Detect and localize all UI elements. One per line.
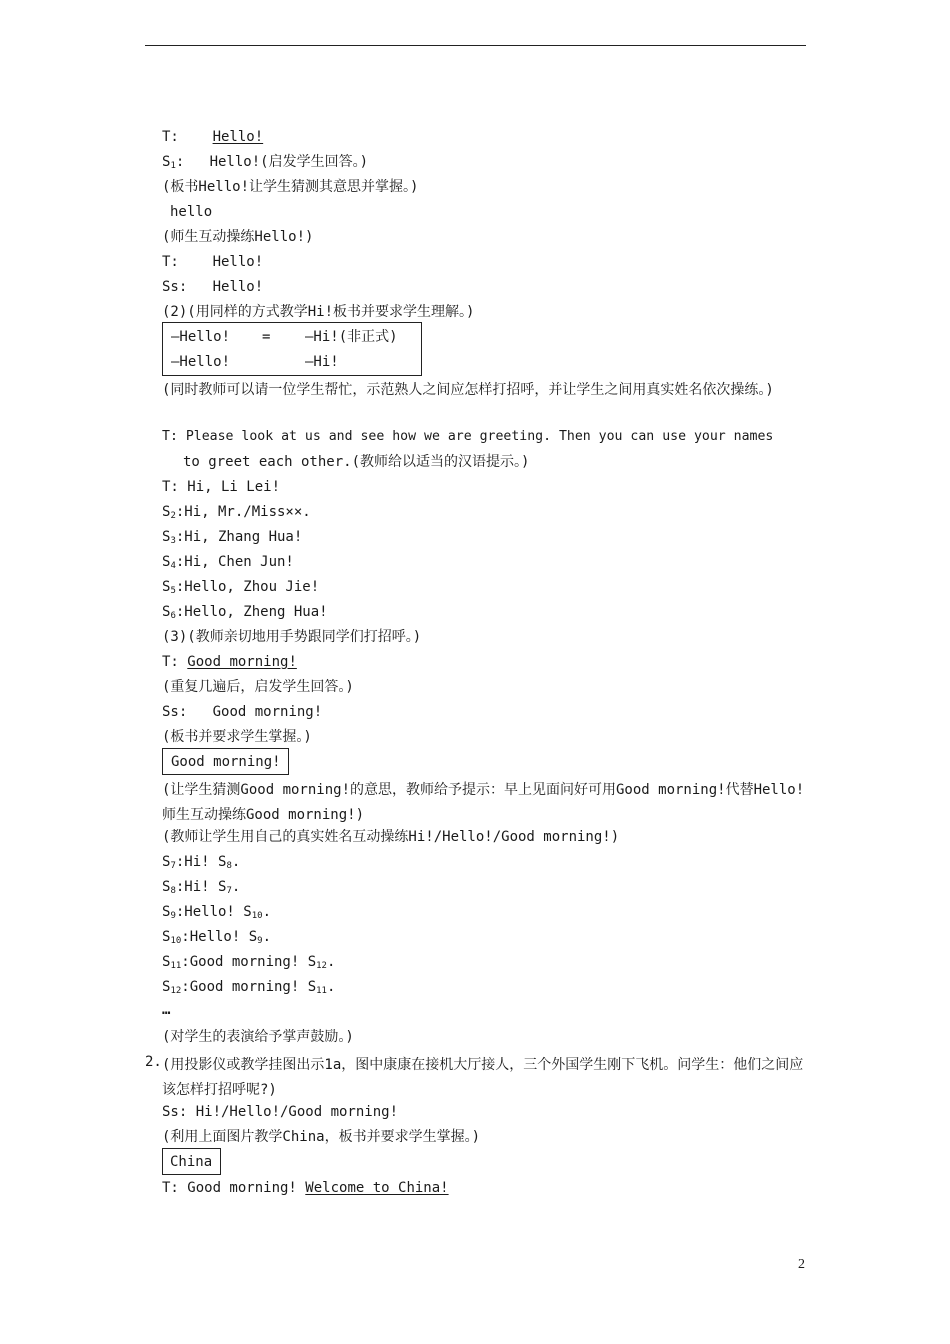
- dialogue-line: $S_8:Hi$! $S_7$.: [162, 879, 241, 896]
- instruction-line: (师生互动操练Hello!): [162, 229, 314, 245]
- dialogue-line: Ss: Good morning!: [162, 704, 323, 720]
- dialogue-line: $S_{11}:Good$ morning! $S_{12}$.: [162, 954, 336, 971]
- dialogue-line: T: Good morning! Welcome to China!: [162, 1180, 449, 1196]
- page-number: 2: [798, 1257, 805, 1272]
- board-line: Good morning!: [171, 754, 281, 770]
- dialogue-line: $S_1$: Hello!(启发学生回答。): [162, 154, 369, 171]
- board-line: —Hello!: [171, 354, 231, 370]
- board-line: —Hi!(非正式): [305, 329, 398, 345]
- dialogue-line: $S_9:Hello$! $S_{10}$.: [162, 904, 271, 921]
- header-rule: [145, 45, 806, 46]
- instruction-line: (板书并要求学生掌握。): [162, 729, 312, 745]
- dialogue-line: $S_6:Hello$, Zheng Hua!: [162, 604, 328, 621]
- dialogue-line: $S_2:Hi$, Mr./Miss××.: [162, 504, 311, 521]
- dialogue-line: T: Good morning!: [162, 654, 297, 670]
- dialogue-line: T: Please look at us and see how we are greeting. Then you can use your names: [162, 429, 774, 444]
- dialogue-line: $S_3:Hi$, Zhang Hua!: [162, 529, 303, 546]
- instruction-line: (3)(教师亲切地用手势跟同学们打招呼。): [162, 629, 422, 645]
- instruction-line: (用投影仪或教学挂图出示1a，图中康康在接机大厅接人，三个外国学生刚下飞机。问学生：他们之间应该怎样打招呼呢?): [162, 1057, 804, 1098]
- instruction-line: (同时教师可以请一位学生帮忙，示范熟人之间应怎样打招呼，并让学生之间用真实姓名依次操练。): [162, 382, 774, 398]
- board-line: —Hello!: [171, 329, 231, 345]
- dialogue-line: T: Hello!: [162, 254, 264, 270]
- board-line: China: [170, 1154, 213, 1170]
- instruction-line: (板书Hello!让学生猜测其意思并掌握。): [162, 179, 419, 195]
- dialogue-line: $S_{12}:Good$ morning! $S_{11}$.: [162, 979, 336, 996]
- instruction-line: (2)(用同样的方式教学Hi!板书并要求学生理解。): [162, 304, 475, 320]
- dialogue-line: T: Hi, Li Lei!: [162, 479, 281, 495]
- dialogue-line: to greet each other.(教师给以适当的汉语提示。): [183, 454, 530, 470]
- instruction-line: (对学生的表演给予掌声鼓励。): [162, 1029, 354, 1045]
- instruction-line: (利用上面图片教学China，板书并要求学生掌握。): [162, 1129, 480, 1145]
- vocab-line: hello: [170, 204, 213, 220]
- dialogue-line: T: Hello!: [162, 129, 264, 145]
- board-line: =: [262, 329, 271, 345]
- instruction-line: (重复几遍后，启发学生回答。): [162, 679, 354, 695]
- dialogue-line: $S_7:Hi$! $S_8$.: [162, 854, 241, 871]
- dialogue-line: $S_4:Hi$, Chen Jun!: [162, 554, 294, 571]
- dialogue-line: $S_{10}:Hello$! $S_9$.: [162, 929, 271, 946]
- instruction-line: (教师让学生用自己的真实姓名互动操练Hi!/Hello!/Good morning!): [162, 829, 620, 845]
- dialogue-line: Ss: Hi!/Hello!/Good morning!: [162, 1104, 399, 1120]
- instruction-line: (让学生猜测Good morning!的意思，教师给予提示：早上见面问好可用Good morning!代替Hello!师生互动操练Good morning!): [162, 782, 805, 823]
- dialogue-line: Ss: Hello!: [162, 279, 264, 295]
- item-number: 2.: [145, 1054, 162, 1070]
- board-line: —Hi!: [305, 354, 339, 370]
- dialogue-line: $S_5:Hello$, Zhou Jie!: [162, 579, 320, 596]
- ellipsis: …: [162, 1002, 171, 1018]
